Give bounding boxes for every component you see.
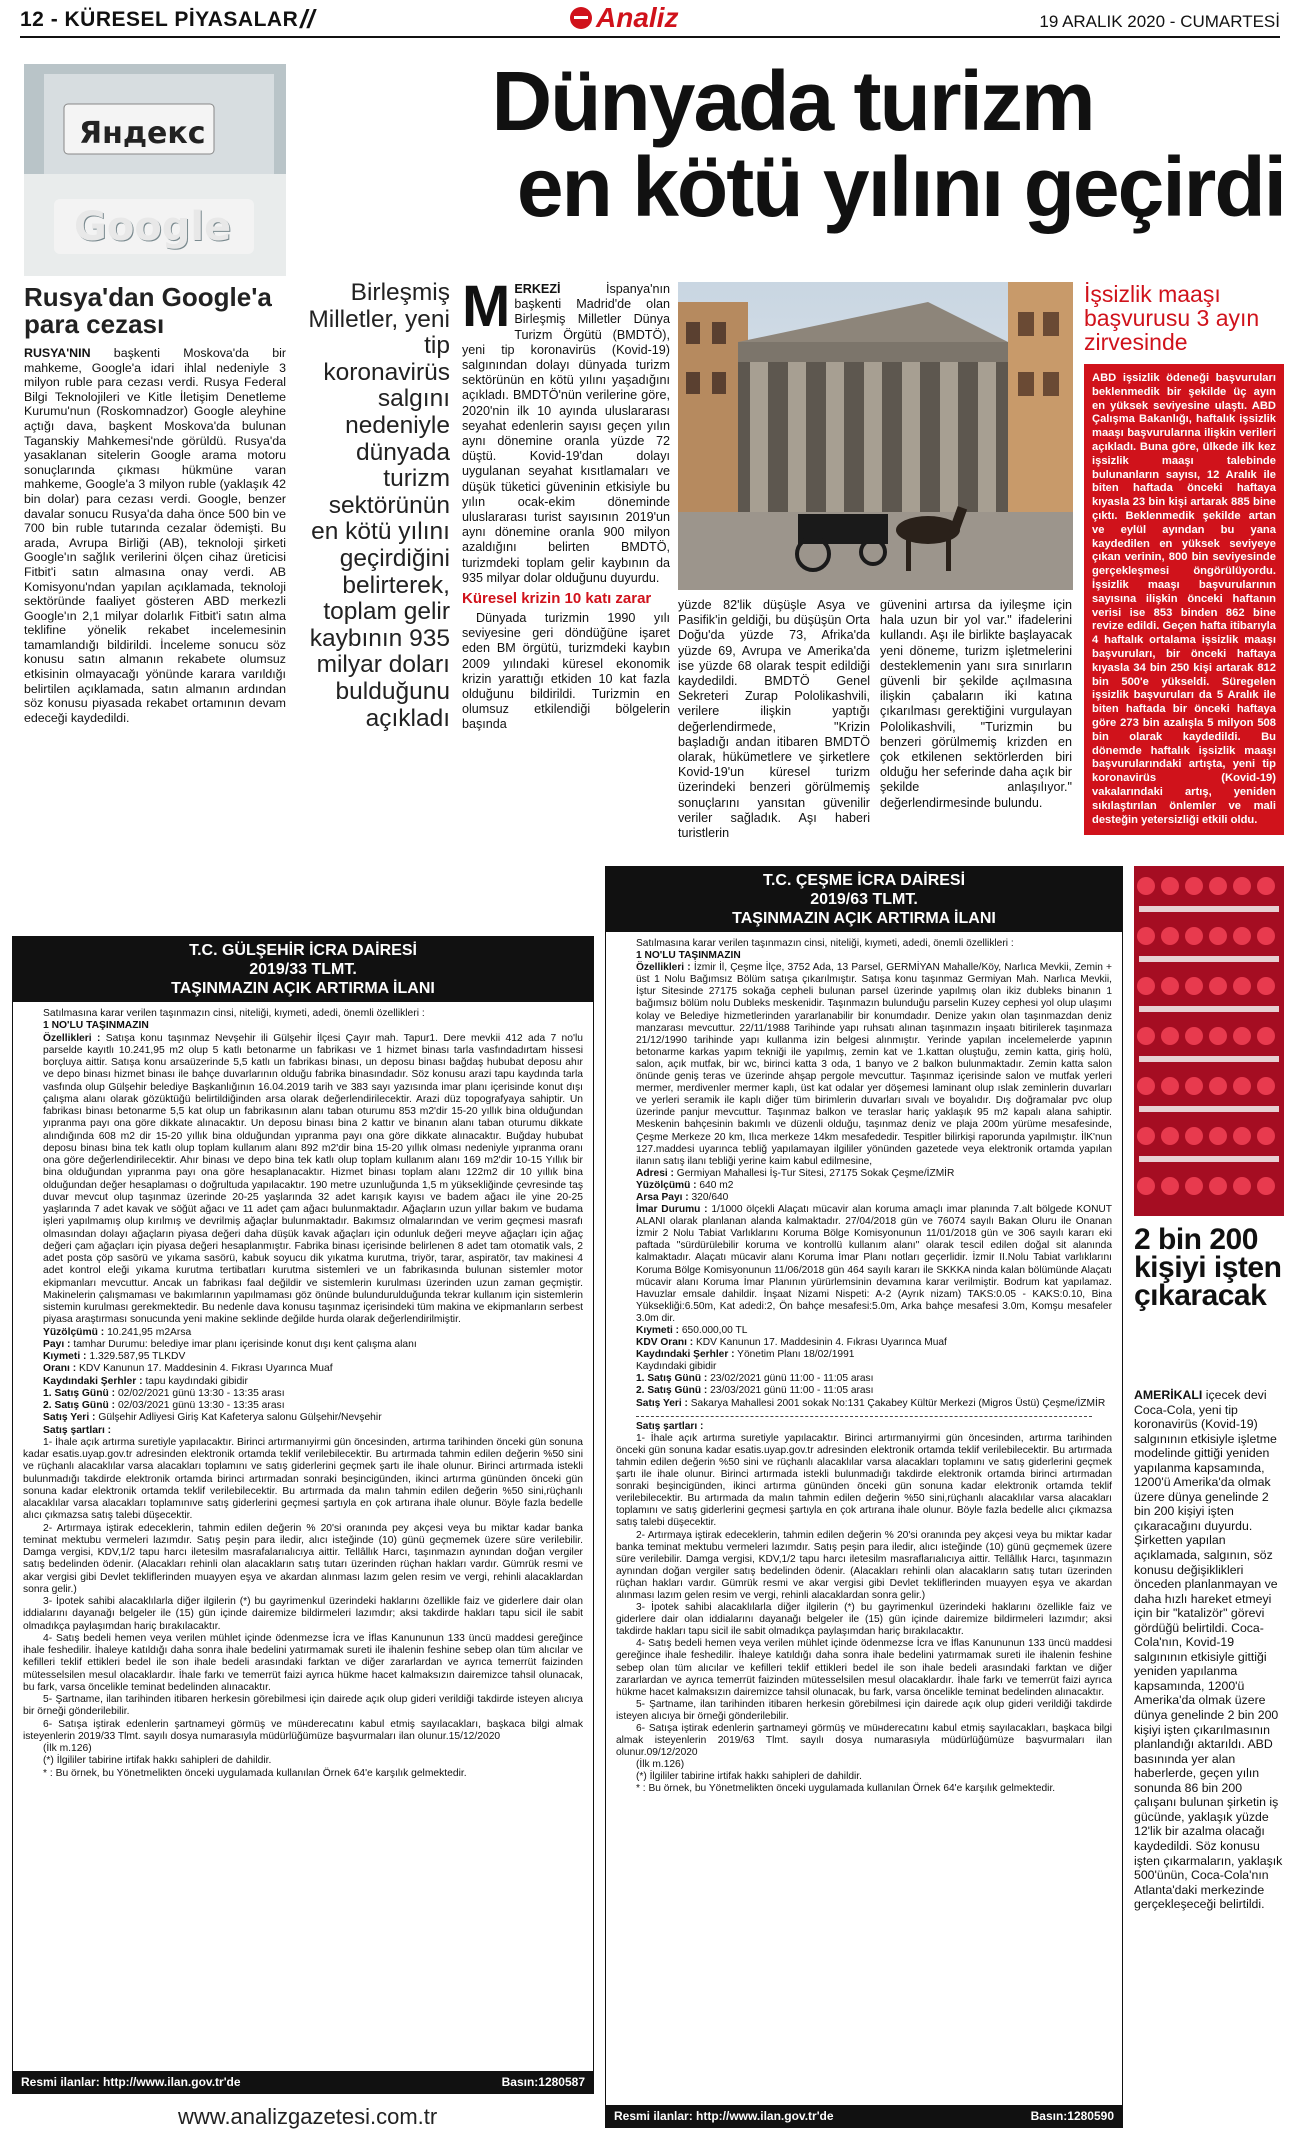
ad-right-header: [606, 867, 1122, 932]
main-col1-text2: Dünyada turizmin 1990 yılı seviyesine geri döndüğüne işaret eden BM örgütü, turizmdeki kaybın 2009 yılındaki küresel ekonomik krizin yarattığı etkiden 10 kat fazla olduğunu bildirildi. Turizmin en olumsuz etkilendiği bölgelerin başında: [462, 611, 670, 732]
main-subhead: Küresel krizin 10 katı zarar: [462, 590, 652, 608]
ad-left-v5: tapu kaydındaki gibidir: [142, 1375, 248, 1387]
ad-right-l3: Arsa Payı :: [636, 1191, 689, 1203]
coke-story-body: [1134, 1388, 1284, 1912]
legal-ad-gulsehir: [12, 936, 594, 2094]
ad-right-cond3: 3- İpotek sahibi alacaklılarla diğer ilgilerin (*) bu gayrimenkul üzerindeki haklarını özellikle faiz ve giderlere dair olan iddialarını dayanağı belgeler ile (15) gün içinde dairemize bildirmeleri lazımdır; aksi takdirde hakları tapu sicil ile sabit olmadıkça paylaşımdan hariç bırakılacaktır.: [616, 1602, 1112, 1638]
ad-right-p3: [616, 962, 1112, 1168]
ad-right-p3-text: İzmir İl, Çeşme İlçe, 3752 Ada, 13 Parsel, GERMİYAN Mahalle/Köy, Narlıca Mevkii, Zemin + üst 1 Nolu Bağımsız Bölüm satışa çıkarılmıştır. Satışa konu taşınmaz Germiyan Mah. Narlıca Mevkii, İştur Sitesinde 27175 sokağa cepheli bulunan parsel üzerinde yapılmış olan ikiz dubleks binanın 1 bağımsız bölüm nolu Dubleks meskenidir. Taşınmazın bulunduğu parselin Kuzey cephesi yol olup ulaşımı kolay ve Belediye hizmetlerinden yararlanabilir bir konumdadır. Denize yakın olan taşınmazdan deniz manzarası mevcuttur. 22/11/1988 Tarihinde yapı ruhsatı alınan taşınmazın inşaatı bitirilerek taşınmaza 21/12/1990 tarihinde yapı kullanma izin belgesi alınmıştır. Yerinde yapılan incelemelerde yapının betonarme karkas yapım tekniği ile yapılmış, zemin kat ve 1.kattan oluştuğu, zemin katta, giriş holü, salon, açık mutfak, bir wc, birinci katta 3 oda, 1 banyo ve 2 balkon bulunmaktadır. Zemin katta salon önünde geniş teras ve üzerinde ahşap pergole mevcuttur. Taşınmaz içerisinde salon ve mutfak yerleri mermer, merdivenler mermer kaplı, üst kat odalar yer döşemesi laminant olup ıslak zeminlerin duvarları ve yerleri seramik ile kaplı diğer tüm birimlerin duvarları sıvalı ve boyalıdır. Dış doğramalar pvc olup üzerinde panjur mevcuttur. Taşınmaz balkon ve teraslar hariç yaklaşık 95 m2 kapalı alana sahiptir. Meskenin bahçesinin bakımlı ve düzenli olduğu, taşınmaz deniz ve plaja 200m yürüme mesafesinde, Çeşme Merkeze 20 km, Ilıca merkeze 14km mesafededir. Tespitler bilirkişi raporunda yapılmıştır. İlK'nun 127.maddesi uyarınca tebliğ yapılamayan ilgililer yönünden gazetede veya elektronik ortamda yapılan ilanın satış ilanı tebliği yerine kaim kabul edilmesine,: [636, 962, 1112, 1167]
ad-right-p2: 1 NO'LU TAŞINMAZIN: [636, 950, 741, 962]
ad-right-l6: KDV Oranı :: [636, 1337, 694, 1349]
ad-right-row5: [616, 1325, 1112, 1337]
ad-left-row5: [23, 1376, 583, 1388]
ad-left-head3: TAŞINMAZIN AÇIK ARTIRMA İLANI: [171, 980, 435, 997]
ad-right-l8: 1. Satış Günü :: [636, 1373, 708, 1385]
ad-right-l5: Kıymeti :: [636, 1325, 680, 1336]
logo-mark-icon: [570, 7, 592, 29]
ad-left-note2: * : Bu örnek, bu Yönetmelikten önceki uygulamada kullanılan Örnek 64'e karşılık gelmektedir.: [43, 1767, 467, 1779]
ad-right-row10: [616, 1398, 1112, 1410]
left-story-text: başkenti Moskova'da bir mahkeme, Google'a idari ihlal nedeniyle 3 milyon ruble para cezası verdi. Rusya Federal Bilgi Teknolojileri ve Kitle İletişim Denetleme Kurumu'nun (Roskomnadzor) Google aleyhine açtığı dava, başkent Moskova'da bulunan Taganskiy Mahkemesi'nde görüldü. Rusya'da yasaklanan sitelerin Google arama motoru sonuçlarında çıkması hükmüne varan mahkeme, Google'a 3 milyon ruble (yaklaşık 42 bin dolar) para cezası verdi. Google, benzer davalar sonucu Rusya'da daha önce 500 bin ve 700 bin ruble tutarında cezalar ödemişti. Bu arada, Avrupa Birliği (AB), teknoloji şirketi Google'ın sağlık verilerini ölçen cihaz üreticisi Fitbit'i satın almasına onay verdi. AB Komisyonu'ndan yapılan açıklamada, teknoloji sektöründe faaliyet gösteren ABD merkezli Google'ın 2,1 milyar dolarlık Fitbit'i satın alma teklifine yönelik rekabet incelemesinin tamamlandığı bildirildi. İnceleme sonucu söz konusu satın almanın rekabete olumsuz etkisinin olmayacağı yönünde karara varıldığı belirtilen açıklamada, satın almanın ardından söz konusu piyasada rekabet ortamının devam edeceği kaydedildi.: [24, 346, 286, 725]
ad-right-cond6: 6- Satışa iştirak edenlerin şartnameyi görmüş ve müнderecatını kabul etmiş sayılacakları, başkaca bilgi almak isteyenlerin 2019/63 Tlmt. sayılı dosya numarasıyla müdürlüğümüze başvurmaları ilan olunur.09/12/2020: [616, 1723, 1112, 1759]
ad-right-foot-right: Basın:1280590: [1030, 2109, 1114, 2123]
ad-left-l4: Oranı :: [43, 1363, 77, 1375]
ad-left-head2: 2019/33 TLMT.: [249, 961, 357, 978]
ad-left-l2: Payı :: [43, 1338, 71, 1350]
ad-left-l8: Satış Yeri :: [43, 1412, 96, 1424]
issue-date: 19 ARALIK 2020 - CUMARTESİ: [1039, 12, 1280, 31]
ad-right-note2: * : Bu örnek, bu Yönetmelikten önceki uygulamada kullanılan Örnek 64'e karşılık gelmektedir.: [636, 1783, 1056, 1795]
main-headline: [300, 54, 1285, 234]
ad-left-foot-left: Resmi ilanlar: http://www.ilan.gov.tr'de: [21, 2075, 241, 2089]
ad-right-l2: Yüzölçümü :: [636, 1179, 697, 1191]
ad-left-row1: [23, 1327, 583, 1339]
ad-right-p3-label: Özellikleri :: [636, 962, 691, 974]
legal-ad-cesme: [605, 866, 1123, 2128]
main-headline-line1: Dünyada turizm: [491, 54, 1094, 148]
ad-left-ilk: (İlk m.126): [43, 1743, 92, 1754]
ad-right-row4: [616, 1204, 1112, 1325]
ad-right-l7: Kaydındaki Şerhler :: [636, 1349, 735, 1361]
ad-left-l7: 2. Satış Günü :: [43, 1400, 116, 1411]
ad-right-head2: 2019/63 TLMT.: [810, 891, 918, 908]
ad-left-foot-right: Basın:1280587: [501, 2075, 585, 2089]
ad-right-l9: 2. Satış Günü :: [636, 1385, 708, 1397]
ad-right-v3: 320/640: [688, 1191, 729, 1203]
ad-left-cond3: 3- İpotek sahibi alacaklılarla diğer ilgilerin (*) bu gayrimenkul üzerindeki haklarını özellikle faiz ve giderlere dair olan iddialarını dayanağı belgeler ile (15) gün içinde dairemize bildirmeleri lazımdır; aksi takdirde hakları tapu sicil ile sabit olmadıkça paylaşımdan hariç bırakılacaktır.: [23, 1596, 583, 1632]
ad-left-body: [13, 1002, 593, 2058]
ad-right-body: [606, 932, 1122, 2093]
ad-left-p3-label: Özellikleri :: [43, 1032, 101, 1044]
ad-left-l9: Satış şartları :: [43, 1424, 112, 1436]
ad-right-row6: [616, 1337, 1112, 1349]
pullquote: Birleşmiş Milletler, yeni tip koronavirüs salgını nedeniyle dünyada turizm sektörünün en kötü yılını geçirdiğini belirterek, toplam gelir kaybının 935 milyar doları bulduğunu açıkladı: [308, 279, 450, 732]
ad-right-row7: [616, 1349, 1112, 1361]
ad-right-v2: 640 m2: [696, 1179, 734, 1191]
coke-bottles-illustration: [1134, 866, 1284, 1216]
unemployment-headline: İşsizlik maaşı başvurusu 3 ayın zirvesinde: [1084, 281, 1260, 355]
footer-website[interactable]: www.analizgazetesi.com.tr: [178, 2104, 438, 2129]
ad-left-v6: 02/02/2021 günü 13:30 - 13:35 arası: [115, 1387, 285, 1399]
ad-right-row11: [616, 1421, 1112, 1433]
ad-left-l5: Kaydındaki Şerhler :: [43, 1375, 143, 1387]
logo-text: Analiz: [596, 2, 679, 33]
ad-right-v7: Yönetim Planı 18/02/1991: [734, 1349, 855, 1361]
ad-left-row9: [23, 1425, 583, 1437]
pantheon-photo: [678, 282, 1073, 590]
main-col2: yüzde 82'lik düşüşle Asya ve Pasifik'in geldiği, bu düşüşün Orta Doğu'da yüzde 73, Afrika'da yüzde 69, Avrupa ve Amerika'da ise yüzde 68 olarak tespit edildiği kaydedildi. BMDTÖ Genel Sekreteri Zurap Pololikashvili, verilere ilişkin yaptığı değerlendirmede, "Krizin başladığı andan itibaren BMDTÖ olarak, hükümetlere ve şirketlere Kovid-19'un küresel turizm üzerindeki benzeri görülmemiş sonuçlarını yansıtan güvenilir veriler sağladık. Aşı haberi turistlerin: [678, 598, 870, 841]
ad-left-row8: [23, 1412, 583, 1424]
ad-right-cond5: 5- Şartname, ilan tarihinden itibaren herkesin görebilmesi için dairede açık olup gideri verildiği takdirde isteyen alıcıya bir örneği gönderilebilir.: [616, 1698, 1112, 1722]
pantheon-illustration: [678, 282, 1073, 590]
ad-right-l11: Satış şartları :: [636, 1420, 704, 1432]
ad-left-v8: Gülşehir Adliyesi Giriş Kat Kafeterya salonu Gülşehir/Nevşehir: [95, 1412, 382, 1424]
ad-right-l1: Adresi :: [636, 1167, 674, 1179]
ad-left-v7: 02/03/2021 günü 13:30 - 13:35 arası: [115, 1400, 285, 1411]
ad-left-v1: 10.241,95 m2Arsa: [104, 1326, 192, 1338]
ad-right-l10: Satış Yeri :: [636, 1397, 688, 1409]
ad-right-p1: Satılmasına karar verilen taşınmazın cinsi, niteliği, kıymeti, adedi, önemli özellikleri :: [636, 938, 1014, 949]
ad-right-v9: 23/03/2021 günü 11:00 - 11:05 arası: [707, 1385, 874, 1397]
ad-left-row3: [23, 1351, 583, 1363]
ad-right-row9: [616, 1385, 1112, 1397]
coca-cola-photo: [1134, 866, 1284, 1216]
ad-right-head3: TAŞINMAZIN AÇIK ARTIRMA İLANI: [732, 910, 996, 927]
ad-left-cond5: 5- Şartname, ilan tarihinden itibaren herkesin görebilmesi için dairede açık olup gideri verildiği takdirde isteyen alıcıya bir örneği gönderilebilir.: [23, 1694, 583, 1718]
ad-left-l6: 1. Satış Günü :: [43, 1387, 116, 1399]
ad-right-v8: 23/02/2021 günü 11:00 - 11:05 arası: [707, 1373, 874, 1385]
ad-left-p1: Satılmasına karar verilen taşınmazın cinsi, niteliği, kıymeti, adedi, önemli özellikleri :: [43, 1008, 425, 1019]
ad-right-row1: [616, 1168, 1112, 1180]
ad-left-note1: (*) İlgililer tabirine irtifak hakkı sahipleri de dahildir.: [43, 1755, 272, 1767]
left-headline: Rusya'dan Google'a para cezası: [24, 282, 272, 339]
ad-left-v2: tamhar Durumu: belediye imar planı içerisinde konut dışı kent çalışma alanı: [70, 1338, 417, 1350]
dropcap: M: [462, 274, 511, 339]
ad-left-l3: Kıymeti :: [43, 1351, 87, 1362]
left-story-lead: RUSYA'NIN: [24, 346, 91, 360]
ad-left-v4: KDV Kanunun 17. Maddesinin 4. Fıkrası Uyarınca Muaf: [76, 1363, 333, 1375]
ad-right-v10: Sakarya Mahallesi 2001 sokak No:131 Çakabey Kültür Merkezi (Migros Üstü) Çeşme/İZMİR: [687, 1397, 1106, 1409]
ad-left-footer: [13, 2071, 593, 2093]
ad-right-row3: [616, 1192, 1112, 1204]
main-headline-line2: en kötü yılını geçirdi: [516, 140, 1285, 234]
ad-right-row7b: Kaydındaki gibidir: [636, 1361, 717, 1373]
coke-headline: 2 bin 200 kişiyi işten çıkaracak: [1134, 1223, 1282, 1312]
ad-left-row6: [23, 1388, 583, 1400]
ad-left-cond4: 4- Satış bedeli hemen veya verilen mühlet içinde ödenmezse İcra ve İflas Kanununun 133 üncü maddesi gereğince ihale feshedilir. İhaleye katıldığı daha sonra ihale bedelini yatırmamak sureti ile ihalenin feshine sebep olan tüm alıcılar ve kefilleri teklif ettikleri bedel ile son ihale bedeli arasındaki farktan ve diğer zararlardan ve ayrıca temerrüt faizinden mütesselsilen mesul olacaklardır. İhale farkı ve temerrüt faizi ayrıca hükme hacet kalmaksızın dairemizce tahsil olunacak, bu fark, varsa öncelikle teminat bedelinden alınacaktır.: [23, 1632, 583, 1693]
ad-left-cond1: 1- İhale açık artırma suretiyle yapılacaktır. Birinci artırmanıyirmi gün öncesinden, artırma tarihinden önceki gün sonuna kadar esatis.uyap.gov.tr adresinden elektronik ortamda teklif verilebilecektir. Bu artırmada tahmin edilen değerin %50 sini ve rüçhanlı alacaklılar varsa alacakları toplamını ve satış giderlerini geçmek şartı ile ihale olunur. Birinci artırmada istekli bulunmadığı takdirde elektronik ortamda birinci artırmadan sonraki beşincigünden, ikinci artırma gününden önceki gün sonuna kadar elektronik ortamda teklif verilebilecektir. Bu artırmada da malın tahmin edilen değerin %50 sini,rüçhanlı alacaklılar varsa alacakları toplamınıve satış giderlerini geçmesi şartıyla en çok artırana ihale olunur. Böyle fazla bedelle alıcı çıkmazsa satış talebi düşecektir.: [23, 1436, 583, 1522]
main-col3: güvenini artırsa da iyileşme için hala uzun bir yol var." ifadelerini kullandı. Aşı ile birlikte başlayacak yeni döneme, turizm işletmelerini desteklemenin yanı sıra sınırların güvenli bir şekilde açılmasına ilişkin çabaların iki katına çıkarılması gerektiğini vurgulayan Pololikashvili, "Turizmin bu benzeri görülmemiş krizden en çok etkilenen sektörlerden biri olduğu her seferinde daha açık bir şekilde anlaşılıyor." değerlendirmesinde bulundu.: [880, 598, 1072, 810]
ad-left-p3-text: Satışa konu taşınmaz Nevşehir ili Gülşehir İlçesi Çayır mah. Tapur1. Dere mevkii 412 ada 7 no'lu parselde kayıtlı 10.241,95 m2 olup 5 katlı betonarme un fabrikası ve 1 hizmet binası tarla vasfındadırtam hissesi borçluya aittir. Satışa konu arsaüzerinde 5,5 katlı un fabrikası binası, un deposu binası bağdaş hububat deposu ahır ve depo binası hizmet binası ile bahçe duvarlarının olduğu fabrika binasındadır. Söz konusu arazi tapu kaydında tarla vasfında olup Gülşehir belediye Başkanlığının 16.04.2019 tarih ve 383 sayı yazısında imar planı içerisinde konut dışı çalışma alanı olarak gözüktüğü belirtildiğinden arsa olarak değerlendirilecektir. Arazi düz topografyaya sahiptir. Un fabrikası binası betonarme 5,5 kat olup un fabrikasının alanı taban oturumu 853 m2'dir 15-20 yıllık bina olduğundan yıpranma payı ona göre dikkate alınacaktır. Un deposu binası bina 2 kattır ve binanın alanı taban oturumu dikkate alındığında 608 m2 dir 15-20 yıllık bina olduğundan yıpranma payı ona göre dikkate alınacaktır. Buğday hububat deposu binası bina tek katlı olup toplam kullanım alanı 892 m2'dir bina 15-20 yıllık olması nedeniyle yıpranma oranı ona göre değerlendirilecektir. Ahır binası ve depo bina tek katlı olup toplam kullanım alanı 169 m2'dir 10-15 Yıllık bir bina olduğundan yıpranma payı ona göre hesaplanacaktır. Hizmet binası toplam alanı 122m2 dir 10 yıllık bina olduğundan değer hesaplaması o doğrultuda yapılacaktır. 190 metre uzunluğunda 1,5 m yüksekliğinde çevresinde taş duvar mevcut olup taşınmaz üzerinde 20-25 yaşlarında 32 adet karışık kayısı ve badem ağacı ile yine 20-25 yaşlarında 7 adet kavak ve söğüt ağacı ve 11 adet çam ağacı bulunmaktadır. Ağaçların uzun yıllar bakım ve budama işleri yapılmamış olup kırılmış ve devrilmiş ağaçlar bulunmaktadır. Bakımsız olmalarından ve verim geçmesi masrafı olmasından dolayı ağaçların piyasa değeri daha düşük kavak ağaçları için odunluk değeri meyve ağaçları için ağaç değeri çam ağaçları için piyasa değeri hesaplanmıştır. Fabrika binası içerisinde belirlenen 8 adet tam otomatik vals, 2 adet posta çöp sasörü ve yıkama sasörü, kabuk soyucu dik yıkatma kurutma, triyör, tarar, aspiratör, tav makinesi 4 adet kontrol eleği yıkama kurutma tertibatları kurutma sistemleri ve un fabrikasında bulunan sistemler motor ekipmanları mevcuttur. Ancak un fabrikası faal değildir ve sistemlerin kurulması üzerinden uzun zaman geçmiştir. Makinelerin çalışmaması ve bakımlarının yapılmaması göz önünde bulundurulduğunda tekrar kullanım için sistemlerin sistemin kurulması gerekmektedir. Bu nedenle dava konusu taşınmaz içerisindeki tüm makina ve ekipmanların serbest piyasa araştırması sonucunda yeni makine seklinde değilde hurda olarak değerlendirilmiştir.: [43, 1032, 583, 1326]
left-story-body: [24, 346, 286, 725]
ad-left-l1: Yüzölçümü :: [43, 1326, 105, 1338]
ad-left-v3: 1.329.587,95 TLKDV: [86, 1351, 186, 1362]
ad-left-row4: [23, 1363, 583, 1375]
ad-left-header: [13, 937, 593, 1002]
ad-right-row8: [616, 1373, 1112, 1385]
page-section: 12 - KÜRESEL PİYASALAR: [20, 8, 299, 31]
ad-left-row2: [23, 1339, 583, 1351]
ad-right-foot-left: Resmi ilanlar: http://www.ilan.gov.tr'de: [614, 2109, 834, 2123]
ad-right-v4: 1/1000 ölçekli Alaçatı mücavir alan koruma amaçlı imar planında 7.alt bölgede KONUT ALANI olarak planlanan alanda kalmaktadır. 27/04/2018 gün ve 76074 sayılı Bakan Oluru ile Onanan İzmir 2 Nolu Tabiat Varlıklarını Koruma Bölge Komisyonunun 11/01/2018 gün ve 306 sayılı kararı eki paftada "sürdürülebilir koruma ve kontrollü kullanım alanı" olarak tescil edilen doğal sit alanında kalmaktadır. Alaçatı mücavir alanı Koruma İmar Planı notları geçerlidir. İzmir II.Nolu Tabiat varlıklarını Koruma Bölge Komisyonunun 11/06/2018 gün 464 sayılı kararı ile SKKKA ninda kalan bölümünde Alaçatı mücavir alanı Koruma İmar Planının yürürlemsinin devamına karar verilmiştir. Bodrum kat yapılamaz. Havuzlar emsale dahildir. İnşaat Nizami Nispeti: A-2 (Ayrık nizam) TAKS:0.05 - KAKS:0.10, Bina Yüksekliği:6.50m, Kat adedi:2, Ön bahçe mesafesi:5.0m, Arka bahçe mesafesi 3.0m, Komşu mesafeler 3.0m dir.: [636, 1204, 1113, 1324]
ad-right-row2: [616, 1180, 1112, 1192]
unemployment-story: [1084, 282, 1284, 835]
main-col1: [462, 274, 670, 733]
ad-left-p2: 1 NO'LU TAŞINMAZIN: [43, 1020, 149, 1032]
logo: [570, 2, 678, 34]
ad-left-cond6: 6- Satışa iştirak edenlerin şartnameyi görmüş ve müнderecatını kabul etmiş sayılacakları, başkaca bilgi almak isteyenlerin 2019/33 Tlmt. sayılı dosya numarasıyla müdürlüğümüze başvurmaları ilan olunur.15/12/2020: [23, 1718, 583, 1742]
ad-right-head1: T.C. ÇEŞME İCRA DAİRESİ: [762, 872, 966, 889]
unemployment-text: ABD işsizlik ödeneği başvuruları beklenmedik bir şekilde üç ayın en yüksek seviyesine ulaştı. ABD Çalışma Bakanlığı, haftalık işsizlik maaşı başvurularına ilişkin verileri açıkladı. Buna göre, ülkede ilk kez işsizlik maaşı talebinde bulunanların sayısı, 12 Aralık ile biten haftada önceki haftaya kıyasla 23 bin kişi artarak 885 bine çıktı. Beklenmedik şekilde artan ve eylül ayından bu yana kaydedilen en yüksek seviyeye çıkan verinin, 800 bin seviyesinde gerçekleşmesi öngörülüyordu. İşsizlik maaşı başvurularının sayısına ilişkin önceki haftanın verisi ise 853 binden 862 bine revize edildi. Geçen hafta itibarıyla 4 haftalık ortalama işsizlik maaşı başvuruları, bir önceki haftaya kıyasla 34 bin 250 kişi artarak 812 bin 500'e yükseldi. Süregelen işsizlik başvuruları da 5 Aralık ile biten haftada bir önceki haftaya göre 273 bin azalışla 5 milyon 508 bin olarak kaydedildi. Bu dönemde haftalık işsizlik maaşı başvurularındaki artışta, yeni tip koronavirüs (Kovid-19) vakalarındaki artış, yeniden sıkılaştırılan önlemler ve mali desteğin yetersizliği etkili oldu.: [1092, 372, 1276, 826]
main-col1-body: [462, 274, 670, 586]
ad-right-l4: İmar Durumu :: [636, 1204, 708, 1216]
ad-right-footer: [606, 2105, 1122, 2127]
ad-right-note1: (*) İlgililer tabirine irtifak hakkı sahipleri de dahildir.: [636, 1771, 862, 1783]
main-col1-text: İspanya'nın başkenti Madrid'de olan Birleşmiş Milletler Dünya Turizm Örgütü (BMDTÖ), yeni tip koronavirüs (Kovid-19) salgınından dolayı dünyada turizm sektörünün en kötü yılını yaşadığını açıkladı. BMDTÖ'nün verilerine göre, 2020'nin ilk 10 ayında uluslararası seyahat edenlerin sayısı geçen yılın aynı dönemine oranla yüzde 72 düştü. Kovid-19'dan dolayı uygulanan seyahat kısıtlamaları ve düşük tüketici güveninin etkisiyle bu yılın ocak-ekim döneminde uluslararası turist sayısının 2019'un aynı dönemine oranla 900 milyon azaldığını belirten BMDTÖ, turizmdeki toplam gelir kaybının da 935 milyar dolar olduğunu duyurdu.: [462, 282, 670, 585]
coke-story-text: içecek devi Coca-Cola, yeni tip koronavirüs (Kovid-19) salgınının etkisiyle işletme modelinde gittiği yeniden yapılanma kapsamında, 1200'ü Amerika'da olmak üzere dünya genelinde 2 bin 200 kişiyi işten çıkaracağını duyurdu. Şirketten yapılan açıklamada, salgının, söz konusu değişiklikleri önceden planlanmayan ve daha hızlı hareket etmeyi için bir "katalizör" görevi gördüğü belirtildi. Coca-Cola'nın, Kovid-19 salgınının etkisiyle gittiği yeniden yapılanma kapsamında, 1200'ü Amerika'da olmak üzere dünya genelinde 2 bin 200 kişiyi işten çıkarılmasının planlandığı aktarıldı. ABD basınında yer alan haberlerde, geçen yılın sonunda 86 bin 200 çalışanı bulunan şirketin iş gücünde, yaklaşık yüzde 12'lik bir azalma olacağı kaydedildi. Söz konusu işten çıkarmaların, yaklaşık 500'ünün, Coca-Cola'nın Atlanta'daki merkezinde gerçekleşeceği belirtildi.: [1134, 1388, 1283, 1912]
ad-left-cond2: 2- Artırmaya iştirak edeceklerin, tahmin edilen değerin % 20'si oranında pey akçesi veya bu miktar kadar banka teminat mektubu vermeleri lazımdır. Satış peşin para iledir, alıcı isteğinde (10) günü geçmemek üzere süre verilebilir. Damga vergisi, KDV,1/2 tapu harcı iletesilm masrafalarıalıcıya aittir. Tellâllık Harcı, taşınmazın aynından doğan vergiler satış bedelinden ödenir. (Alacakları rehinli olan alacakların satış tutarı üzerinden rüçhan hakları vardır. Gümrük resmi ve akar vergisi gibi Devlet tekliflerinden muayyen eşya ve akardan alınması lazım gelen resim ve vergi, rehinli alacaklardan sonra gelir.): [23, 1522, 583, 1595]
ad-left-head1: T.C. GÜLŞEHİR İCRA DAİRESİ: [189, 942, 417, 959]
google-sign: Google: [74, 204, 232, 250]
ad-left-row7: [23, 1400, 583, 1412]
ad-right-v6: KDV Kanunun 17. Maddesinin 4. Fıkrası Uyarınca Muaf: [693, 1337, 947, 1349]
ad-right-v1: Germiyan Mahallesi İş-Tur Sitesi, 27175 Sokak Çeşme/İZMİR: [673, 1167, 955, 1179]
ad-left-p3: [23, 1033, 583, 1327]
ad-right-ilk: (İlk m.126): [636, 1759, 685, 1771]
ad-right-cond1: 1- İhale açık artırma suretiyle yapılacaktır. Birinci artırmanıyirmi gün öncesinden, artırma tarihinden önceki gün sonuna kadar esatis.uyap.gov.tr adresinden elektronik ortamda teklif verilebilecektir. Bu artırmada tahmin edilen değerin %50 sini ve rüçhanlı alacaklılar varsa alacakları toplamını ve satış giderlerini geçmek şartı ile ihale olunur. Birinci artırmada istekli bulunmadığı takdirde elektronik ortamda birinci artırmadan sonraki beşincigünden, ikinci artırma gününden önceki gün sonuna kadar elektronik ortamda teklif verilebilecektir. Bu artırmada da malın tahmin edilen değerin %50 sini,rüçhanlı alacaklılar varsa alacakları toplamını ve satış giderlerini geçmesi şartıyla en çok artırana ihale olunur. Böyle fazla bedelle alıcı çıkmazsa satış talebi düşecektir.: [616, 1432, 1112, 1529]
ad-right-v5: 650.000,00 TL: [679, 1325, 748, 1336]
google-yandex-photo: [24, 64, 286, 276]
masthead-rule: [20, 36, 1280, 38]
ad-right-cond2: 2- Artırmaya iştirak edeceklerin, tahmin edilen değerin % 20'si oranında pey akçesi veya bu miktar kadar banka teminat mektubu vermeleri lazımdır. Satış peşin para iledir, alıcı isteğinde (10) günü geçmemek üzere süre verilebilir. Damga vergisi, KDV,1/2 tapu harcı iletesilm masraflarıalıcıya aittir. Tellâllık Harcı, taşınmazın aynından doğan vergiler satış bedelinden ödenir. (Alacakları rehinli olan alacakların satış tutarı üzerinden rüçhan hakları vardır. Gümrük resmi ve akar vergisi gibi Devlet tekliflerinden muayyen eşya ve akardan alınması lazım gelen resim ve vergi, rehinli alacaklardan sonra gelir.): [616, 1529, 1112, 1601]
coke-story-lead: AMERİKALI: [1134, 1388, 1203, 1402]
section-slashes: //: [300, 4, 315, 34]
yandex-sign: Яндекс: [79, 116, 206, 151]
unemployment-box: [1084, 364, 1284, 835]
masthead: [0, 0, 1300, 36]
ad-right-cond4: 4- Satış bedeli hemen veya verilen mühlet içinde ödenmezse İcra ve İflas Kanununun 133 üncü maddesi gereğince ihale feshedilir. İhaleye katıldığı daha sonra ihale bedelini yatırmamak sureti ile ihalenin feshine sebep olan tüm alıcılar ve kefilleri teklif ettikleri bedel ile son ihale bedeli arasındaki farktan ve diğer zararlardan ve ayrıca temerrüt faizinden mütesselsilen mesul olacaklardır. İhale farkı ve temerrüt faizi ayrıca hükme hacet kalmaksızın dairemizce tahsil olunacak, bu fark, varsa öncelikle teminat bedelinden alınacaktır.: [616, 1638, 1112, 1698]
ad-right-divider: [636, 1416, 1092, 1417]
main-col1-lead: ERKEZİ: [514, 282, 561, 296]
